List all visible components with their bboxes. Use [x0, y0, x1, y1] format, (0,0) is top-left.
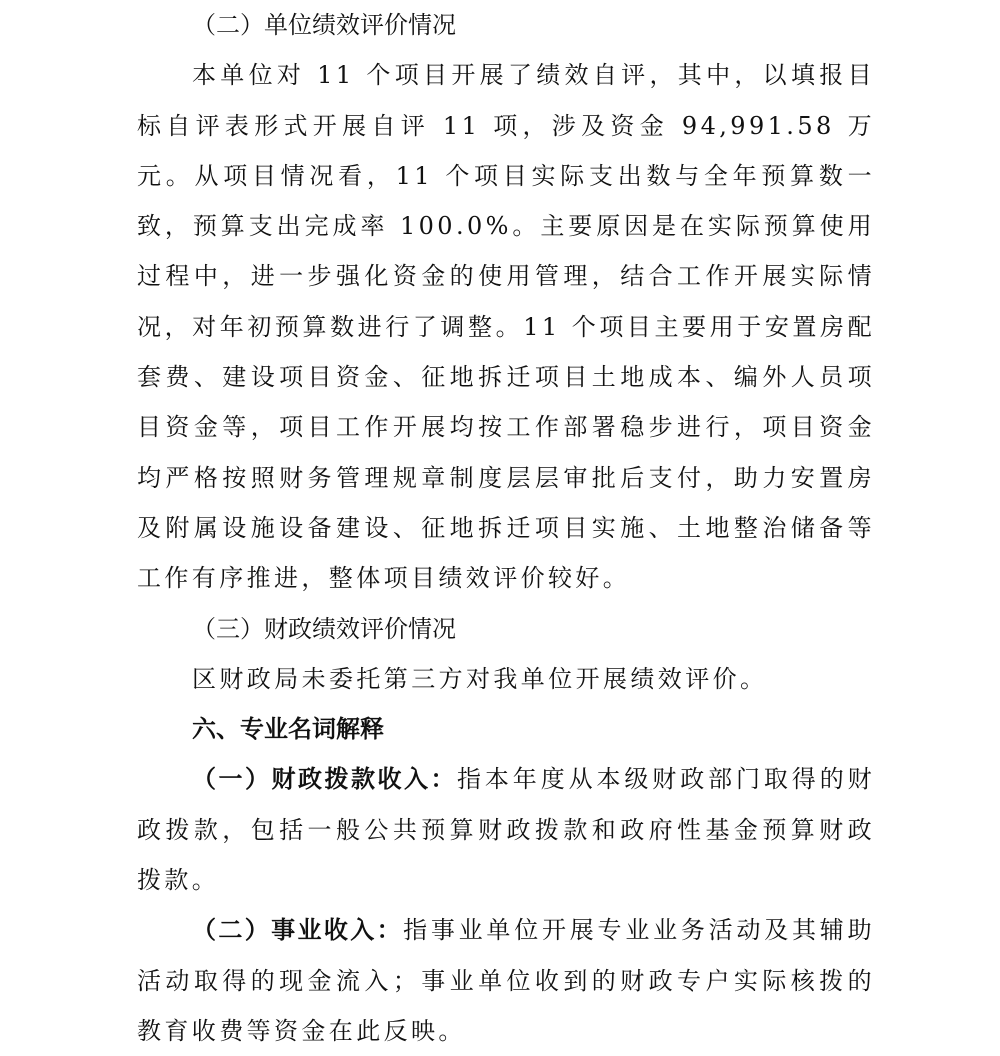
- glossary-term: （一）财政拨款收入：: [192, 765, 457, 794]
- section-heading-finance-performance-evaluation: （三）财政绩效评价情况: [192, 614, 456, 643]
- finance-performance-evaluation-paragraph: 区财政局未委托第三方对我单位开展绩效评价。: [192, 664, 768, 693]
- glossary-item-fiscal-appropriation-income: [137, 754, 875, 905]
- unit-performance-evaluation-paragraph: 本单位对 11 个项目开展了绩效自评，其中，以填报目标自评表形式开展自评 11 项，涉及资金 94,991.58 万元。从项目情况看，11 个项目实际支出数与全年预算数一致，预算支出完成率 100.0%。主要原因是在实际预算使用过程中，进一步强化资金的使用管理，结合工作开展实际情况，对年初预算数进行了调整。11 个项目主要用于安置房配套费、建设项目资金、征地拆迁项目土地成本、编外人员项目资金等，项目工作开展均按工作部署稳步进行，项目资金均严格按照财务管理规章制度层层审批后支付，助力安置房及附属设施设备建设、征地拆迁项目实施、土地整治储备等工作有序推进，整体项目绩效评价较好。: [137, 61, 875, 593]
- glossary-term: （二）事业收入：: [192, 916, 404, 945]
- section-heading-terms-glossary: 六、专业名词解释: [192, 715, 384, 744]
- glossary-item-business-income: [137, 905, 875, 1056]
- glossary-definition: 指事业单位开展专业业务活动及其辅助活动取得的现金流入；事业单位收到的财政专户实际核拨的教育收费等资金在此反映。: [137, 916, 875, 1045]
- glossary-definition: 指本年度从本级财政部门取得的财政拨款，包括一般公共预算财政拨款和政府性基金预算财政拨款。: [137, 765, 875, 895]
- section-heading-unit-performance-evaluation: （二）单位绩效评价情况: [192, 11, 456, 39]
- document-page: [137, 0, 875, 1056]
